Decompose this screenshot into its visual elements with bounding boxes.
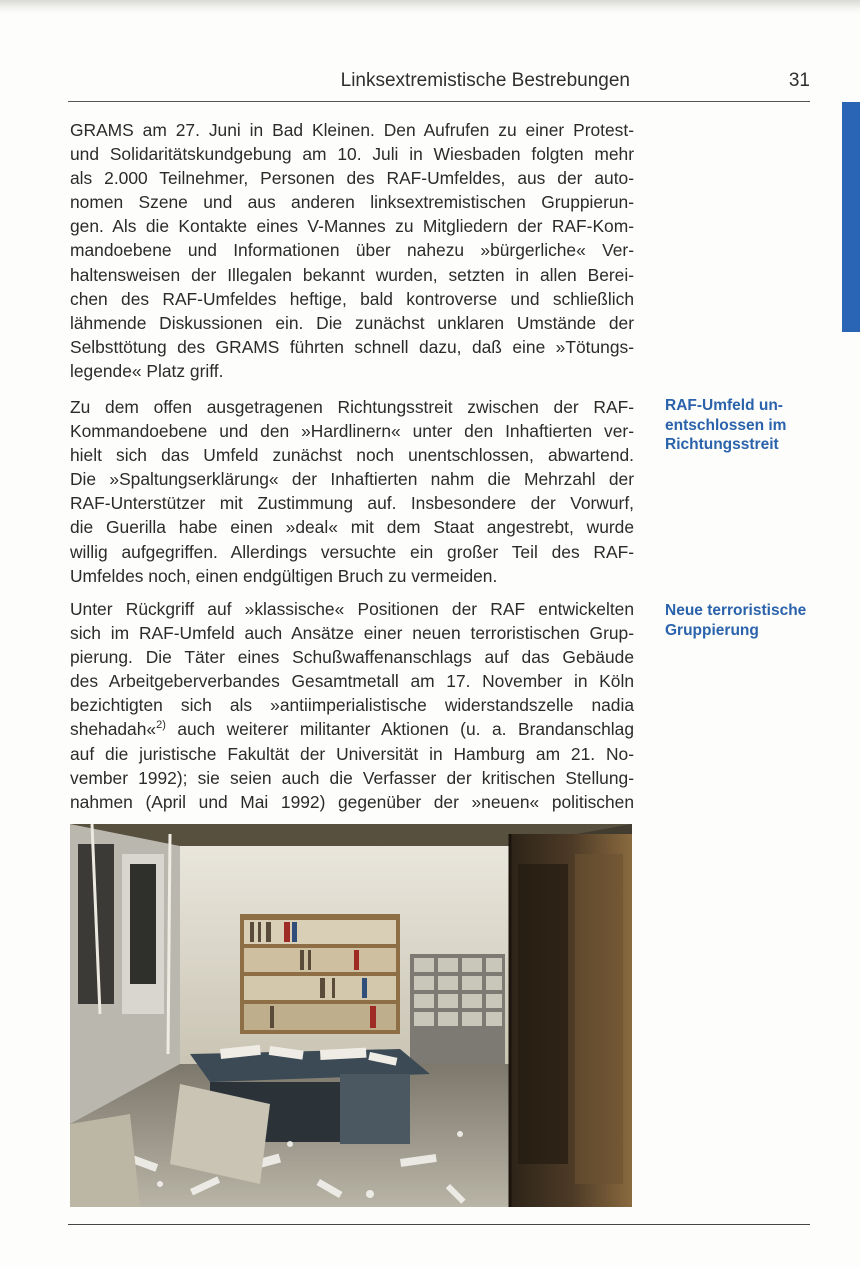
- margin-note-line: Richtungsstreit: [665, 436, 779, 453]
- text-line: des Arbeitgeberverbandes Gesamtmetall am 17. November in Köln: [70, 671, 634, 692]
- text-line: nomen Szene und aus anderen linksextremistischen Gruppierun-: [70, 192, 634, 213]
- text-line: mandoebene und Informationen über nahezu »bürgerliche« Ver-: [70, 240, 634, 261]
- text-line: Kommandoebene und den »Hardlinern« unter den Inhaftierten ver-: [70, 421, 634, 442]
- text-line: vember 1992); sie seien auch die Verfasser der kritischen Stellung-: [70, 767, 634, 788]
- text-line: chen des RAF-Umfeldes heftige, bald kontroverse und schließlich: [70, 288, 634, 309]
- footnote-lead-text: shehadah«: [70, 719, 157, 740]
- text-line: haltensweisen der Illegalen bekannt wurden, setzten in allen Berei-: [70, 264, 634, 285]
- footnote-reference[interactable]: 2): [156, 718, 166, 731]
- text-line: bezichtigten sich als »antiimperialistische widerstandszelle nadia: [70, 695, 634, 716]
- text-line: RAF-Unterstützer mit Zustimmung auf. Insbesondere der Vorwurf,: [70, 493, 634, 514]
- text-line: als 2.000 Teilnehmer, Personen des RAF-Umfeldes, aus der auto-: [70, 168, 634, 189]
- text-line: legende« Platz griff.: [70, 360, 224, 381]
- paragraph-3: [70, 597, 634, 814]
- photo-illustration: [70, 824, 632, 1207]
- footnote-trail-text: auch weiterer militanter Aktionen (u. a. Brandanschlag: [165, 719, 634, 740]
- text-line: Unter Rückgriff auf »klassische« Positionen der RAF entwickelten: [70, 599, 634, 619]
- footer-divider: [68, 1224, 810, 1225]
- text-line: sich im RAF-Umfeld auch Ansätze einer neuen terroristischen Grup-: [70, 623, 634, 644]
- paragraph-1: [70, 118, 634, 383]
- text-line: Umfeldes noch, einen endgültigen Bruch zu vermeiden.: [70, 565, 498, 586]
- text-line: willig aufgegriffen. Allerdings versuchte ein großer Teil des RAF-: [70, 541, 634, 562]
- margin-note-raf-umfeld: [665, 396, 835, 455]
- margin-note-line: RAF-Umfeld un-: [665, 397, 783, 414]
- text-line: Selbsttötung des GRAMS führten schnell dazu, daß eine »Tötungs-: [70, 336, 634, 357]
- photo-devastated-office: [70, 824, 632, 1207]
- text-line-with-footnote: [70, 717, 634, 741]
- chapter-thumb-tab: [842, 102, 860, 332]
- text-line: gen. Als die Kontakte eines V-Mannes zu Mitgliedern der RAF-Kom-: [70, 216, 634, 237]
- margin-note-line: entschlossen im: [665, 416, 787, 434]
- running-header-title: Linksextremistische Bestrebungen: [340, 70, 630, 91]
- text-line: die Guerilla habe einen »deal« mit dem Staat angestrebt, wurde: [70, 517, 634, 538]
- text-line: Die »Spaltungserklärung« der Inhaftierten nahm die Mehrzahl der: [70, 469, 634, 490]
- page-top-edge: [0, 0, 860, 14]
- margin-note-neue-gruppierung: [665, 601, 835, 640]
- text-line: nahmen (April und Mai 1992) gegenüber der »neuen« politischen: [70, 791, 634, 812]
- text-line: GRAMS am 27. Juni in Bad Kleinen. Den Aufrufen zu einer Protest-: [70, 120, 634, 140]
- margin-note-line: Neue terroristische: [665, 602, 807, 619]
- page-number: 31: [788, 70, 810, 91]
- header-divider: [68, 101, 810, 102]
- text-line: und Solidaritätskundgebung am 10. Juli in Wiesbaden folgten mehr: [70, 144, 634, 165]
- margin-note-line: Gruppierung: [665, 621, 759, 639]
- running-header: [68, 70, 810, 98]
- text-line: hielt sich das Umfeld zunächst noch unentschlossen, abwartend.: [70, 445, 634, 466]
- text-line: auf die juristische Fakultät der Universität in Hamburg am 21. No-: [70, 743, 634, 764]
- text-line: lähmende Diskussionen ein. Die zunächst unklaren Umstände der: [70, 312, 634, 333]
- text-line: pierung. Die Täter eines Schußwaffenanschlags auf das Gebäude: [70, 647, 634, 668]
- text-line: Zu dem offen ausgetragenen Richtungsstreit zwischen der RAF-: [70, 397, 634, 417]
- paragraph-2: [70, 395, 634, 588]
